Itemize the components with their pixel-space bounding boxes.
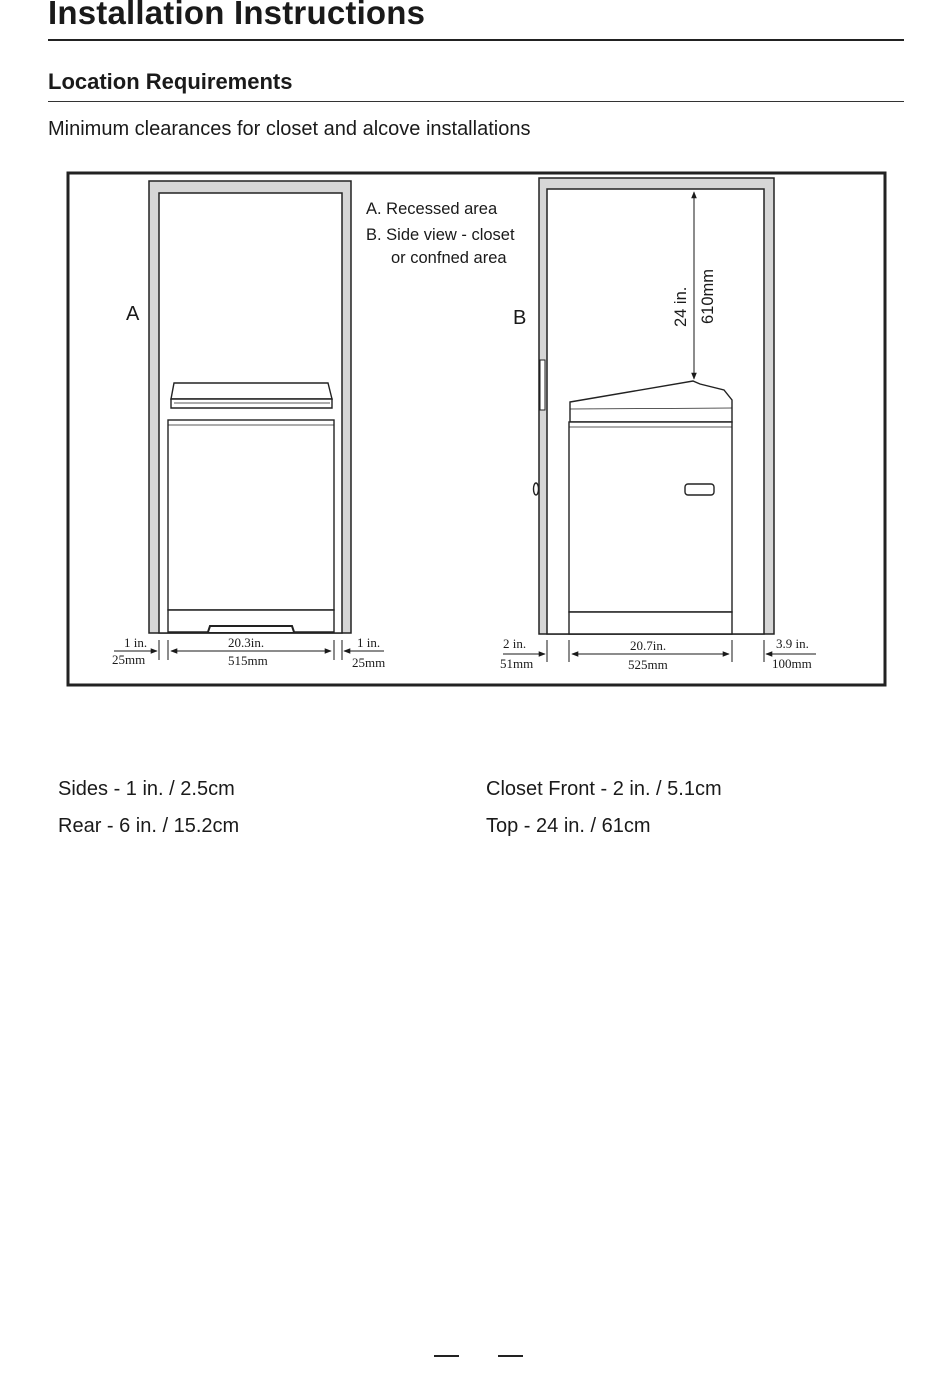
spec-closet-front: Closet Front - 2 in. / 5.1cm [486, 778, 722, 800]
b-front-mm: 51mm [500, 656, 534, 671]
intro-text: Minimum clearances for closet and alcove installations [48, 118, 531, 140]
washer-front-view [168, 383, 334, 632]
page-number-dash-left [434, 1355, 459, 1357]
b-depth-mm: 525mm [628, 657, 668, 672]
closet-side-view-drawing [503, 178, 816, 662]
b-front-in: 2 in. [503, 636, 527, 651]
a-width-mm: 515mm [228, 653, 268, 668]
spec-sides: Sides - 1 in. / 2.5cm [58, 778, 235, 800]
legend-recessed-area: A. Recessed area [366, 200, 498, 218]
title-divider [48, 39, 904, 41]
section-divider [48, 101, 904, 102]
legend-side-view: B. Side view - closet [366, 226, 515, 244]
recessed-area-drawing [114, 181, 384, 660]
label-a: A [126, 303, 140, 325]
a-left-mm: 25mm [112, 652, 146, 667]
top-clearance-in: 24 in. [672, 286, 690, 327]
top-clearance-mm: 610mm [699, 268, 717, 324]
label-b: B [513, 307, 527, 329]
spec-top: Top - 24 in. / 61cm [486, 815, 651, 837]
page-number-dash-right [498, 1355, 523, 1357]
washer-handle [685, 484, 714, 495]
a-right-in: 1 in. [357, 635, 381, 650]
section-heading: Location Requirements [48, 69, 293, 94]
washer-side-view [569, 381, 732, 634]
page-title: Installation Instructions [48, 0, 426, 31]
b-depth-in: 20.7in. [630, 638, 667, 653]
b-rear-in: 3.9 in. [776, 636, 809, 651]
a-right-mm: 25mm [352, 655, 386, 670]
clearance-diagram [66, 171, 888, 688]
door-knob [534, 483, 539, 495]
a-width-in: 20.3in. [228, 635, 265, 650]
a-left-in: 1 in. [124, 635, 148, 650]
spec-rear: Rear - 6 in. / 15.2cm [58, 815, 240, 837]
b-rear-mm: 100mm [772, 656, 812, 671]
closet-door-edge [540, 360, 545, 410]
legend-side-view-cont: or confned area [391, 249, 507, 267]
